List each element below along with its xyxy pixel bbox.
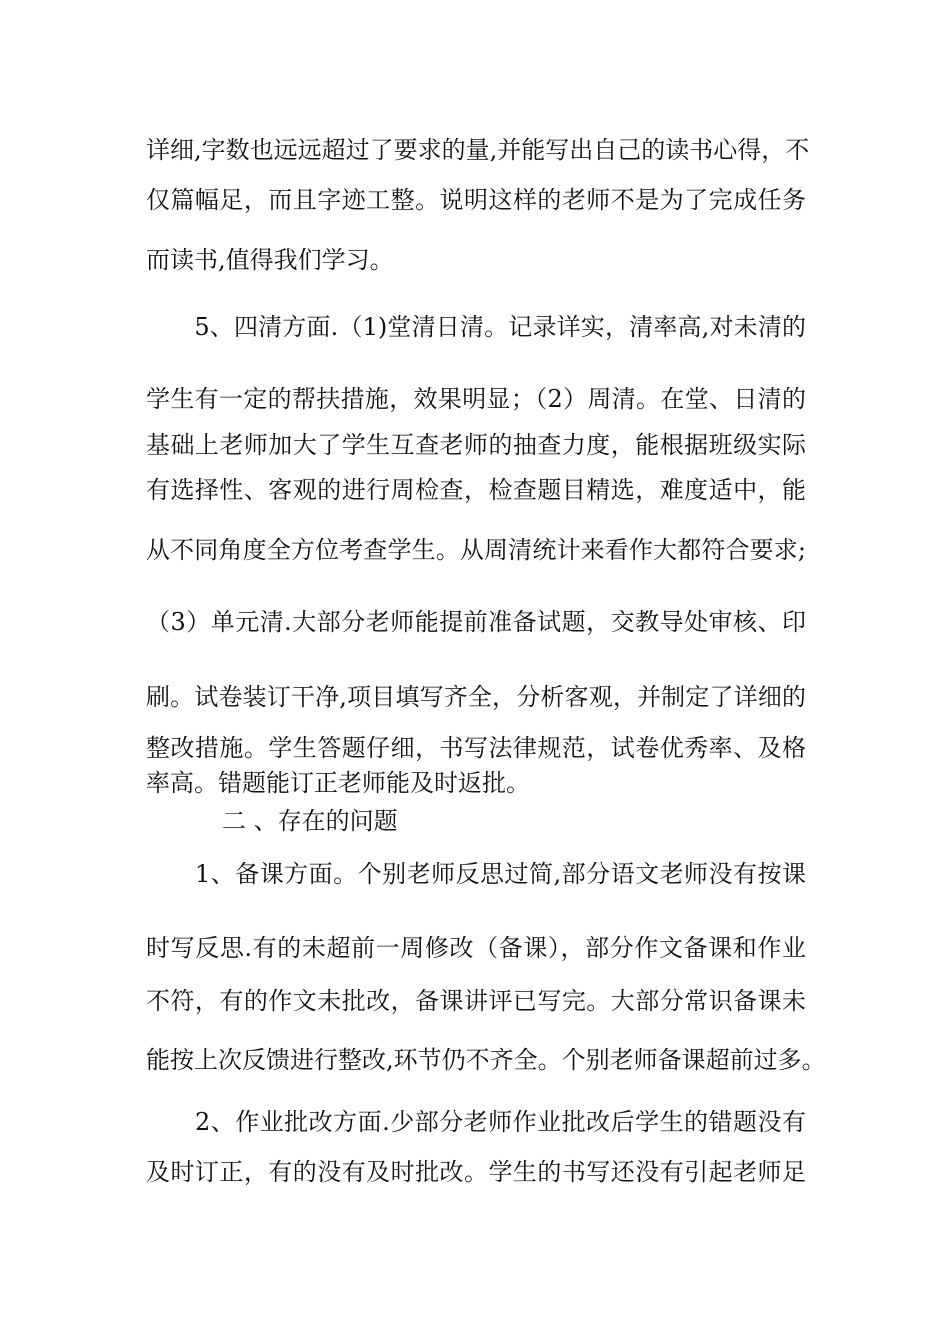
paragraph-line: 整改措施。学生答题仔细，书写法律规范，试卷优秀率、及格 xyxy=(146,734,806,762)
paragraph-line: 能按上次反馈进行整改,环节仍不齐全。个别老师备课超前过多。 xyxy=(146,1046,826,1074)
paragraph-line: 基础上老师加大了学生互查老师的抽查力度，能根据班级实际 xyxy=(146,431,806,459)
paragraph-line: 从不同角度全方位考查学生。从周清统计来看作大都符合要求; xyxy=(146,536,806,564)
paragraph-line: 2、作业批改方面.少部分老师作业批改后学生的错题没有 xyxy=(146,1108,806,1136)
paragraph-line: 学生有一定的帮扶措施，效果明显；（2）周清。在堂、日清的 xyxy=(146,385,806,413)
paragraph-line: 刷。试卷装订干净,项目填写齐全，分析客观，并制定了详细的 xyxy=(146,683,806,711)
paragraph-line: 详细,字数也远远超过了要求的量,并能写出自己的读书心得，不 xyxy=(146,136,810,164)
paragraph-line: 有选择性、客观的进行周检查，检查题目精选，难度适中，能 xyxy=(146,476,806,504)
paragraph-line: 及时订正，有的没有及时批改。学生的书写还没有引起老师足 xyxy=(146,1158,806,1186)
paragraph-line: 时写反思.有的未超前一周修改（备课），部分作文备课和作业 xyxy=(146,934,806,962)
paragraph-line: 仅篇幅足，而且字迹工整。说明这样的老师不是为了完成任务 xyxy=(146,186,806,214)
paragraph-line: 1、备课方面。个别老师反思过简,部分语文老师没有按课 xyxy=(146,860,806,888)
section-heading: 二 、存在的问题 xyxy=(222,807,398,835)
paragraph-line: 5、四清方面.（1)堂清日清。记录详实，清率高,对未清的 xyxy=(146,313,806,341)
paragraph-line: 不符，有的作文未批改，备课讲评已写完。大部分常识备课未 xyxy=(146,987,806,1015)
paragraph-line: （3）单元清.大部分老师能提前准备试题，交教导处审核、印 xyxy=(146,608,806,636)
paragraph-line: 率高。错题能订正老师能及时返批。 xyxy=(146,769,530,797)
paragraph-line: 而读书,值得我们学习。 xyxy=(146,246,394,274)
